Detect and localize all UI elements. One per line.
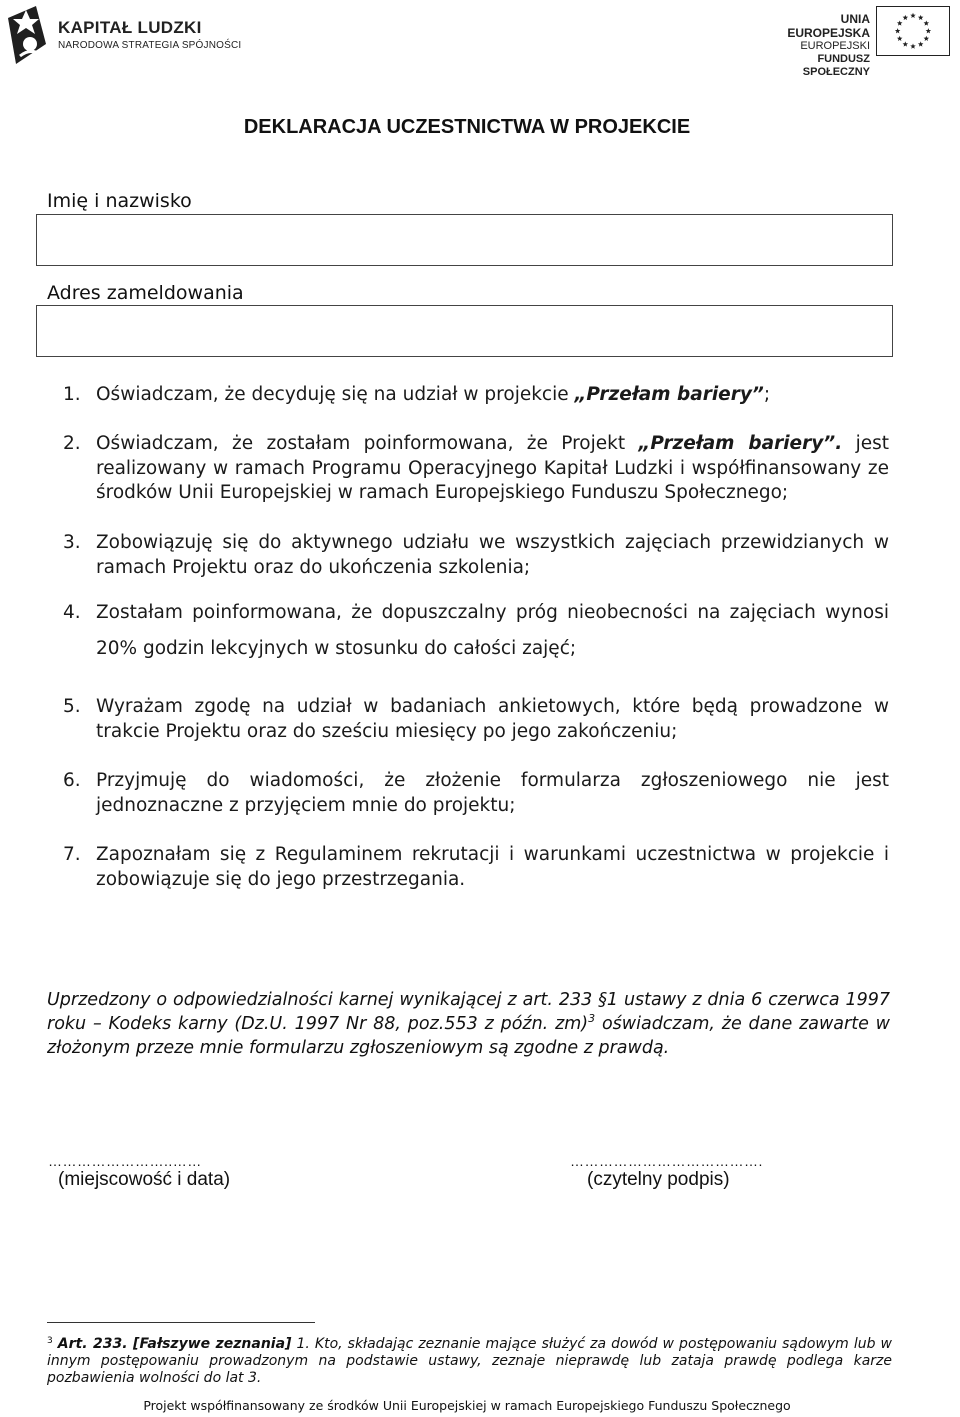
- eu-star-icon: [918, 41, 923, 46]
- address-field[interactable]: [36, 305, 893, 357]
- eu-star-icon: [918, 15, 923, 20]
- eu-logo-text: [760, 12, 870, 79]
- eu-star-icon: [903, 15, 908, 20]
- declaration-item-5: [63, 695, 889, 744]
- eu-efs-logo: [760, 4, 956, 78]
- footnote-ref: 3: [588, 1012, 596, 1025]
- declaration-text-part: Oświadczam, że zostałam poinformowana, że Projekt: [96, 433, 639, 454]
- declaration-text-part: ;: [763, 384, 771, 405]
- declaration-text: Zobowiązuję się do aktywnego udziału we wszystkich zajęciach przewidzianych w ramach Projektu oraz do ukończenia szkolenia;: [96, 532, 889, 578]
- declaration-item-1: [63, 383, 889, 408]
- declaration-text-part: jest realizowany w ramach Programu Operacyjnego Kapitał Ludzki i współfinansowany ze środków Unii Europejskiej w ramach Europejskiego Funduszu Społecznego;: [96, 433, 889, 503]
- footnote-text: 1. Kto, składając zeznanie mające służyć za dowód w postępowaniu sądowym lub w innym postępowaniu prowadzonym na podstawie ustawy, zeznaje nieprawdę lub zataja prawdę podlega karze pozbawienia wolności do lat 3.: [47, 1336, 892, 1386]
- footnote-divider: [47, 1322, 315, 1323]
- project-name: „Przełam bariery”: [574, 384, 764, 405]
- page-footer: Projekt współfinansowany ze środków Unii Europejskiej w ramach Europejskiego Funduszu Społecznego: [143, 1398, 791, 1413]
- place-date-line: ……………………..……: [48, 1153, 202, 1169]
- footnote: [47, 1336, 892, 1387]
- declaration-item-4: [63, 601, 889, 661]
- kapital-ludzki-subtitle: NARODOWA STRATEGIA SPÓJNOŚCI: [58, 40, 242, 51]
- declaration-text: Przyjmuję do wiadomości, że złożenie formularza zgłoszeniowego nie jest jednoznaczne z przyjęciem mnie do projektu;: [96, 770, 889, 816]
- name-label: Imię i nazwisko: [47, 190, 192, 212]
- declaration-number: 7.: [63, 844, 81, 865]
- eu-star-icon: [926, 28, 931, 33]
- project-name: „Przełam bariery”.: [638, 433, 843, 454]
- declaration-number: 1.: [63, 384, 81, 405]
- footnote-heading: Art. 233. [Fałszywe zeznania]: [57, 1336, 292, 1352]
- declaration-text-line2: 20% godzin lekcyjnych w stosunku do całości zajęć;: [96, 637, 577, 659]
- page-title: DEKLARACJA UCZESTNICTWA W PROJEKCIE: [243, 116, 691, 138]
- eu-star-icon: [924, 20, 929, 25]
- declaration-item-3: [63, 531, 889, 580]
- declaration-item-6: [63, 769, 889, 818]
- eu-star-icon: [910, 13, 915, 18]
- footnote-number: 3: [47, 1336, 53, 1346]
- eu-logo-line1: UNIA EUROPEJSKA: [787, 12, 870, 40]
- eu-star-icon: [895, 28, 900, 33]
- declaration-number: 5.: [63, 696, 81, 717]
- eu-logo-line3: FUNDUSZ SPOŁECZNY: [802, 53, 870, 78]
- kapital-ludzki-name: KAPITAŁ LUDZKI: [58, 18, 202, 37]
- eu-star-icon: [897, 36, 902, 41]
- signature-line: ………………………………….: [570, 1153, 763, 1169]
- declaration-text: Zapoznałam się z Regulaminem rekrutacji i warunkami uczestnictwa w projekcie i zobowiązuje się do jego przestrzegania.: [96, 844, 889, 890]
- kapital-ludzki-emblem-icon: [6, 4, 50, 66]
- eu-star-icon: [924, 36, 929, 41]
- statement-text: Uprzedzony o odpowiedzialności karnej wynikającej z art. 233 §1 ustawy z dnia 6 czerwca 1997 roku – Kodeks karny (Dz.U. 1997 Nr 88, poz.553 z późn. zm): [47, 990, 890, 1034]
- declaration-text-line1: Zostałam poinformowana, że dopuszczalny próg nieobecności na zajęciach wynosi: [96, 602, 889, 623]
- kapital-ludzki-logo: [6, 4, 242, 68]
- declaration-item-7: [63, 843, 889, 892]
- eu-star-icon: [897, 20, 902, 25]
- declaration-number: 4.: [63, 602, 81, 623]
- signature-label: (czytelny podpis): [587, 1169, 730, 1190]
- declaration-number: 6.: [63, 770, 81, 791]
- declaration-text: Wyrażam zgodę na udział w badaniach ankietowych, które będą prowadzone w trakcie Projektu oraz do sześciu miesięcy po jego zakończeniu;: [96, 696, 889, 742]
- legal-statement: [47, 988, 890, 1060]
- eu-star-icon: [910, 43, 915, 48]
- address-label: Adres zameldowania: [47, 282, 244, 304]
- declaration-text-part: Oświadczam, że decyduję się na udział w projekcie: [96, 384, 575, 405]
- eu-star-icon: [903, 41, 908, 46]
- declaration-text: [96, 432, 889, 506]
- place-date-label: (miejscowość i data): [58, 1169, 231, 1190]
- eu-flag-icon: [876, 6, 950, 56]
- eu-logo-line2: EUROPEJSKI: [800, 40, 870, 52]
- declaration-number: 3.: [63, 532, 81, 553]
- declaration-item-2: [63, 432, 889, 506]
- name-field[interactable]: [36, 214, 893, 266]
- declaration-number: 2.: [63, 433, 81, 454]
- statement-text: oświadczam, że dane zawarte w złożonym przeze mnie formularzu zgłoszeniowym są zgodne z prawdą.: [47, 1014, 890, 1058]
- declaration-text: [96, 383, 889, 408]
